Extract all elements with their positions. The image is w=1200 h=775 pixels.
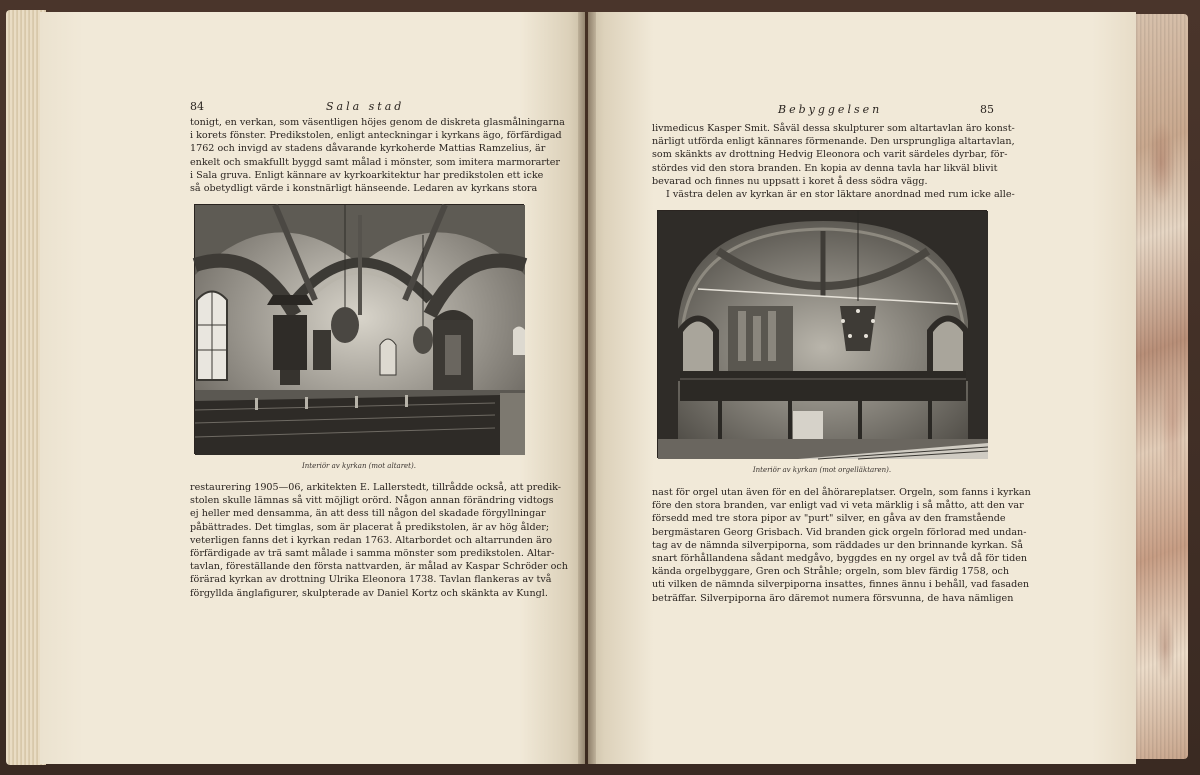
text-line: förärad kyrkan av drottning Ulrika Eleonora 1738. Tavlan flankeras av två	[190, 574, 552, 586]
church-interior-organ-loft-photo	[658, 211, 988, 459]
text-line: tonigt, en verkan, som väsentligen höjes genom de diskreta glasmålningarna	[190, 117, 565, 128]
text-line: påbättrades. Det timglas, som är placerat å predikstolen, är av hög ålder;	[190, 521, 550, 533]
left-running-head	[190, 100, 530, 114]
left-page-number: 84	[190, 100, 204, 113]
text-line: restaurering 1905—06, arkitekten E. Lallerstedt, tillrådde också, att predik-	[190, 482, 562, 493]
text-line: 1762 och invigd av stadens dåvarande kyrkoherde Mattias Ramzelius, är	[190, 143, 546, 155]
right-top-text	[652, 122, 1015, 201]
church-interior-altar-photo	[195, 205, 525, 455]
text-line: förfärdigade av trä samt målade i samma mönster som predikstolen. Altar-	[190, 548, 555, 560]
text-line: uti vilken de nämnda silverpiporna insattes, finnes ännu i behåll, vad fasaden	[652, 579, 1030, 591]
text-line: som skänkts av drottning Hedvig Eleonora och varit särdeles dyrbar, för-	[652, 149, 1008, 161]
text-line: enkelt och smakfullt byggd samt målad i mönster, som imitera marmorarter	[190, 156, 561, 168]
text-line: bergmästaren Georg Grisbach. Vid branden gick orgeln förlorad med undan-	[652, 526, 1027, 538]
text-line: stördes vid den stora branden. En kopia av denna tavla har likväl blivit	[652, 162, 998, 174]
text-line: förgyllda änglafigurer, skulpterade av Daniel Kortz och skänkta av Kungl.	[190, 587, 548, 599]
text-line: ej heller med densamma, än att dess till någon del skadade förgyllningar	[190, 508, 546, 520]
right-photo	[657, 210, 987, 458]
left-top-text	[190, 116, 565, 195]
text-line: stolen skulle lämnas så vitt möjligt orörd. Någon annan förändring vidtogs	[190, 495, 554, 507]
text-line: nast för orgel utan även för en del åhörareplatser. Orgeln, som fanns i kyrkan	[652, 487, 1031, 498]
book-gutter	[578, 12, 596, 764]
text-line: så obetydligt värde i konstnärligt hänseende. Ledaren av kyrkans stora	[190, 183, 538, 195]
left-bottom-text	[190, 481, 568, 600]
text-line: snart förhållandena sådant medgåvo, byggdes en ny orgel av två då för tiden	[652, 553, 1028, 565]
text-line: i Sala gruva. Enligt kännare av kyrkoarkitektur har predikstolen ett icke	[190, 169, 544, 181]
right-running-title: Bebyggelsen	[778, 103, 883, 116]
right-page-number: 85	[980, 103, 994, 116]
right-running-head	[650, 103, 992, 117]
text-line: bevarad och finnes nu uppsatt i koret å dess södra vägg.	[652, 175, 928, 187]
text-line: i korets fönster. Predikstolen, enligt anteckningar i kyrkans ägo, förfärdigad	[190, 130, 562, 142]
left-photo	[194, 204, 524, 454]
text-line: kända orgelbyggare, Gren och Stråhle; orgeln, som blev färdig 1758, och	[652, 566, 1010, 578]
text-line: livmedicus Kasper Smit. Såväl dessa skulpturer som altartavlan äro konst-	[652, 123, 1015, 134]
left-photo-caption: Interiör av kyrkan (mot altaret).	[302, 462, 416, 470]
text-line: beträffar. Silverpiporna äro däremot numera försvunna, de hava nämligen	[652, 592, 1014, 604]
text-line: veterligen fanns det i kyrkan redan 1763. Altarbordet och altarrunden äro	[190, 534, 553, 546]
text-line: tag av de nämnda silverpiporna, som räddades ur den brinnande kyrkan. Så	[652, 539, 1024, 551]
marble-pattern	[1150, 14, 1188, 759]
text-line: I västra delen av kyrkan är en stor läktare anordnad med rum icke alle-	[666, 189, 1015, 201]
text-line: försedd med tre stora pipor av "purt" silver, en gåva av den framstående	[652, 513, 1006, 525]
right-bottom-text	[652, 486, 1031, 605]
text-line: före den stora branden, var enligt vad vi veta märklig i så måtto, att den var	[652, 500, 1024, 512]
right-photo-caption: Interiör av kyrkan (mot orgelläktaren).	[752, 466, 892, 474]
text-line: närligt utförda enligt kännares förmenande. Den ursprungliga altartavlan,	[652, 136, 1015, 148]
text-line: tavlan, föreställande den första nattvarden, är målad av Kaspar Schröder och	[190, 561, 568, 573]
left-running-title: Sala stad	[326, 100, 405, 113]
